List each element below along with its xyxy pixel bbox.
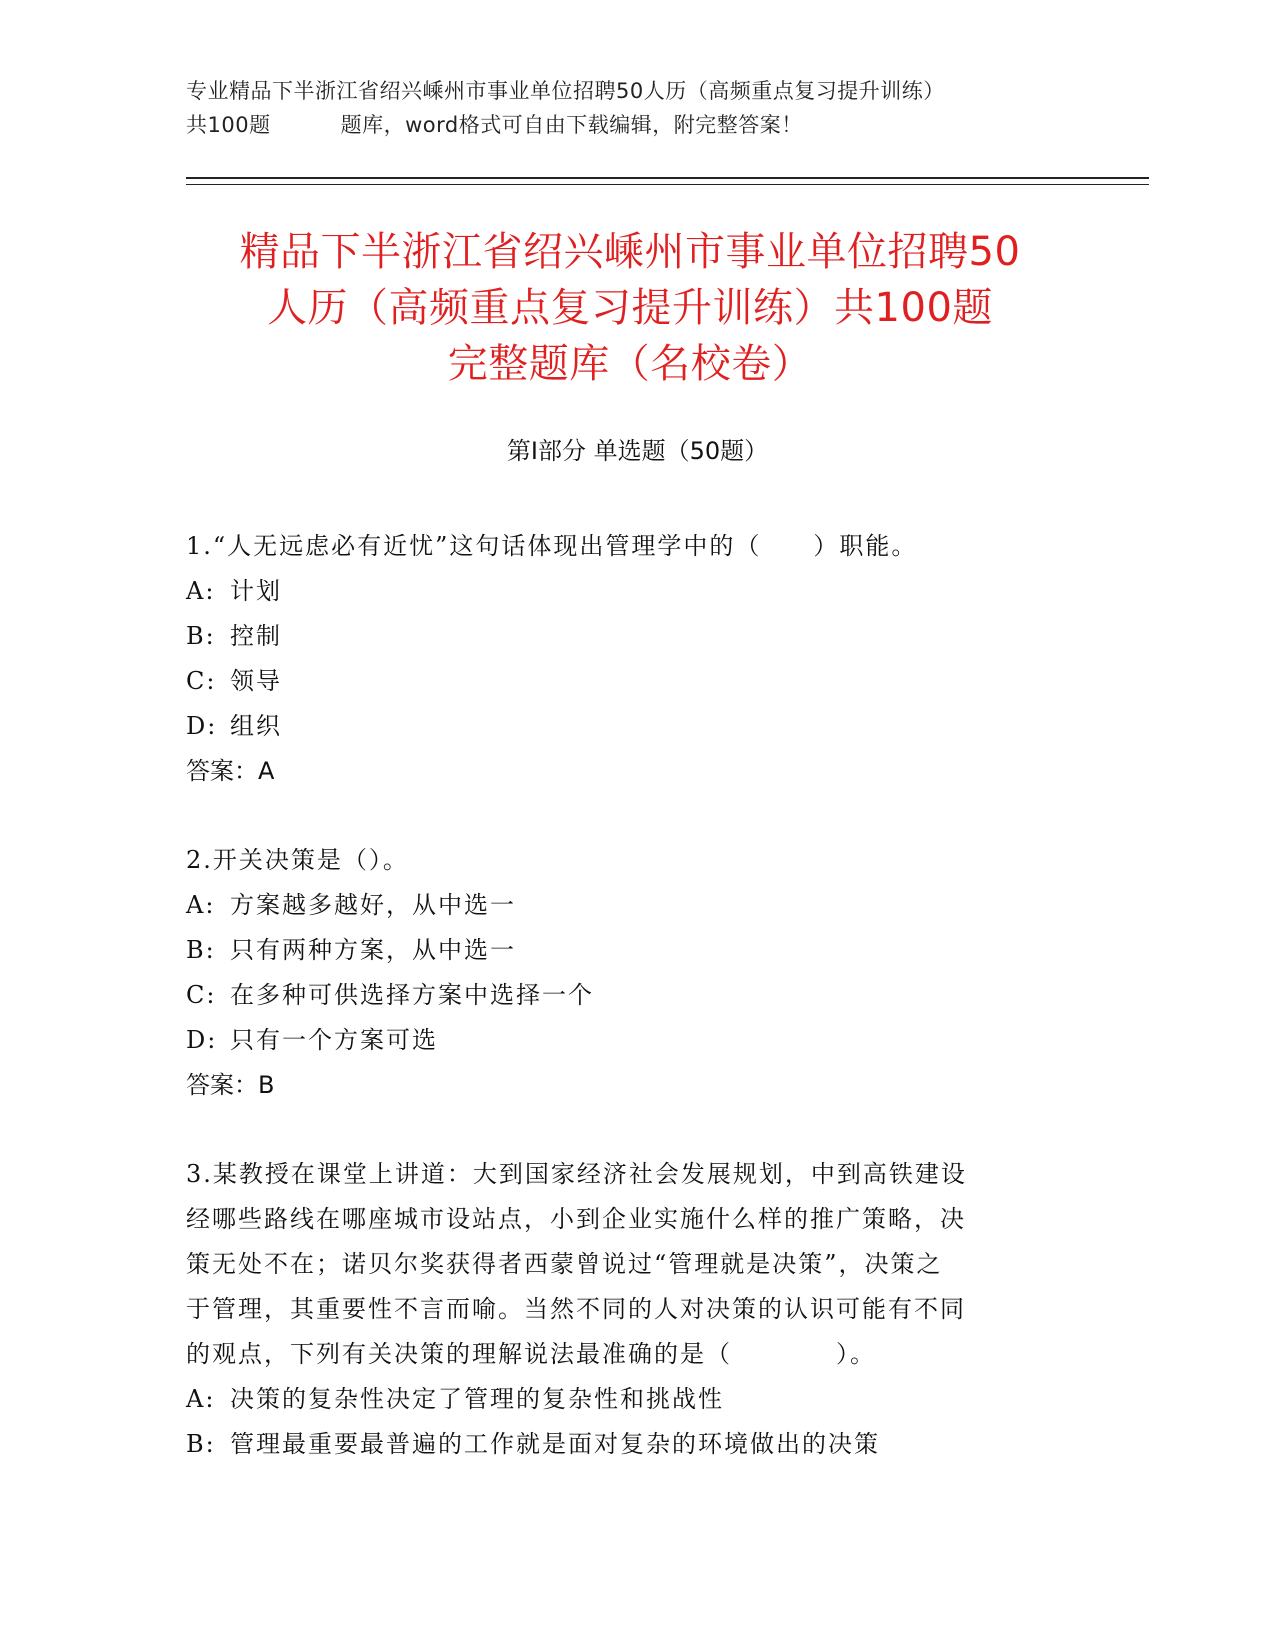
option-c [186,973,1066,1018]
option-d [186,704,1066,749]
option-b [186,928,1066,973]
option-text: 决策的复杂性决定了管理的复杂性和挑战性 [230,1385,724,1413]
question-stem: 1.“人无远虑必有近忧”这句话体现出管理学中的（ ）职能。 [186,532,918,560]
question-stem-line: 的观点，下列有关决策的理解说法最准确的是（ ）。 [186,1340,876,1368]
option-text: 在多种可供选择方案中选择一个 [230,981,594,1009]
question-stem-line: 经哪些路线在哪座城市设站点，小到企业实施什么样的推广策略，决 [186,1205,966,1233]
option-letter: A: [186,891,216,919]
option-a [186,1377,1066,1422]
option-a [186,569,1066,614]
option-letter: D: [186,712,218,740]
option-b [186,614,1066,659]
option-letter: B: [186,622,216,650]
title-line-2: 人历（高频重点复习提升训练）共100题 [267,285,993,331]
question-stem-line: 3.某教授在课堂上讲道：大到国家经济社会发展规划，中到高铁建设 [186,1160,967,1188]
option-letter: D: [186,1026,218,1054]
option-letter: B: [186,1430,216,1458]
question-2 [186,838,1066,1108]
option-text: 控制 [230,622,282,650]
section-title: 第Ⅰ部分 单选题（50题） [506,437,769,465]
question-1 [186,524,1066,794]
option-text: 组织 [230,712,282,740]
title-line-3: 完整题库（名校卷） [447,341,813,387]
option-text: 只有两种方案，从中选一 [230,936,516,964]
header-divider-thin [186,184,1149,185]
title-line-1: 精品下半浙江省绍兴嵊州市事业单位招聘50 [239,229,1021,275]
question-3 [186,1152,1066,1467]
question-stem-line: 策无处不在；诺贝尔奖获得者西蒙曾说过“管理就是决策”，决策之 [186,1250,943,1278]
header-line-2-desc: 题库，word格式可自由下载编辑，附完整答案！ [340,113,803,137]
question-list [186,524,1066,1511]
option-text: 方案越多越好，从中选一 [230,891,516,919]
option-letter: A: [186,1385,216,1413]
answer-line: 答案：B [186,1071,275,1099]
header-line-2 [186,108,1066,142]
document-title [150,224,1110,392]
header-divider-thick [186,177,1149,179]
header-line-2-count: 共100题 [186,113,271,137]
option-text: 计划 [230,577,282,605]
option-b [186,1422,1066,1467]
option-a [186,883,1066,928]
question-stem: 2.开关决策是（）。 [186,846,409,874]
option-text: 领导 [230,667,282,695]
answer-line: 答案：A [186,757,275,785]
option-letter: C: [186,981,217,1009]
document-header [186,74,1066,142]
option-letter: B: [186,936,216,964]
question-stem-line: 于管理，其重要性不言而喻。当然不同的人对决策的认识可能有不同 [186,1295,966,1323]
header-line-1: 专业精品下半浙江省绍兴嵊州市事业单位招聘50人历（高频重点复习提升训练） [186,79,945,103]
option-c [186,659,1066,704]
option-text: 只有一个方案可选 [230,1026,438,1054]
option-d [186,1018,1066,1063]
option-text: 管理最重要最普遍的工作就是面对复杂的环境做出的决策 [230,1430,880,1458]
option-letter: A: [186,577,216,605]
option-letter: C: [186,667,217,695]
